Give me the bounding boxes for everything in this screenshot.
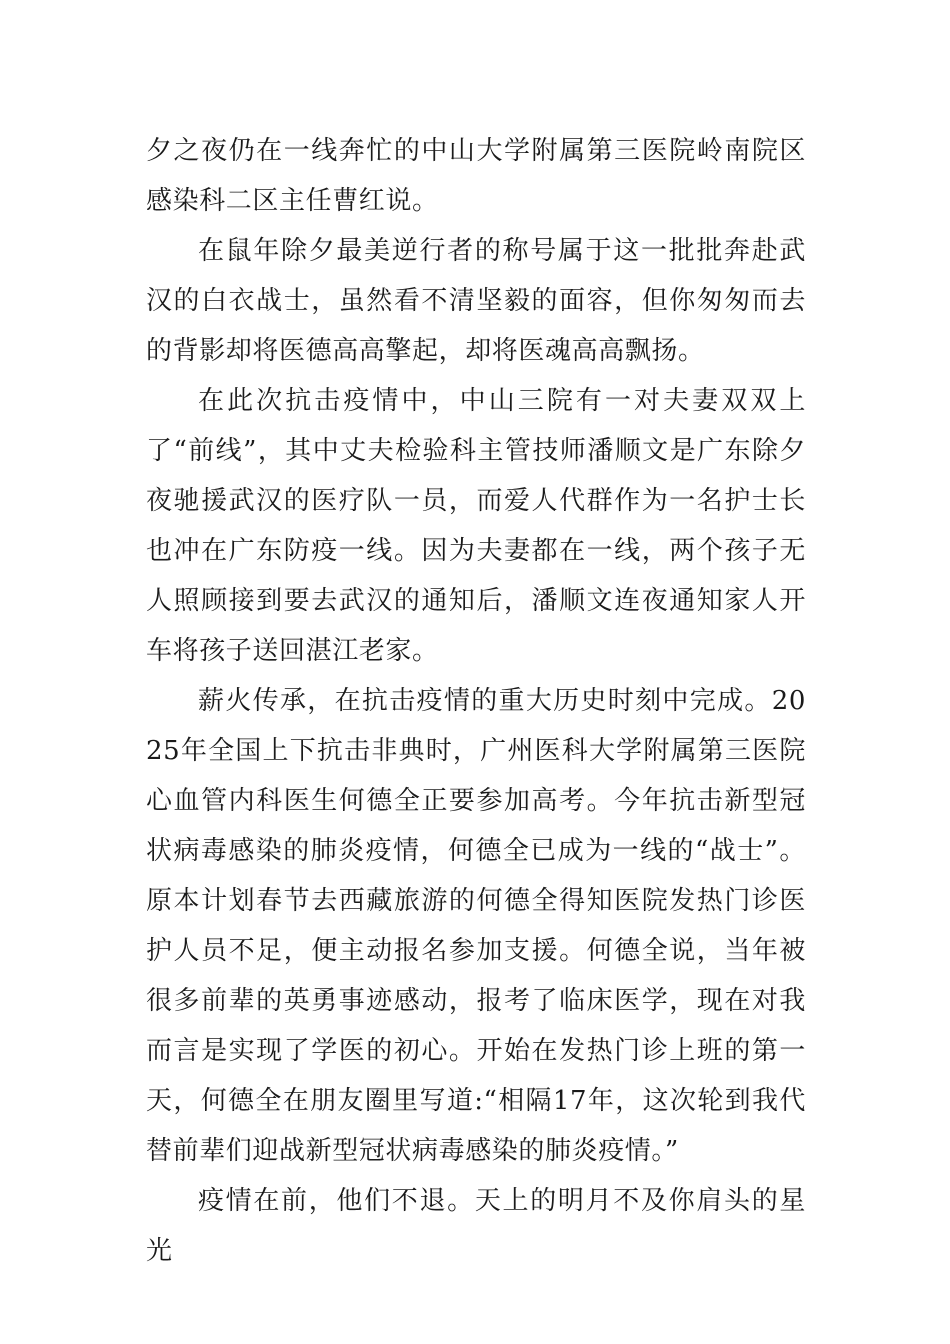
paragraph-5: 疫情在前，他们不退。天上的明月不及你肩头的星光	[146, 1186, 806, 1266]
paragraph-3: 在此次抗击疫情中，中山三院有一对夫妻双双上了“前线”，其中丈夫检验科主管技师潘顺文是广东除夕夜驰援武汉的医疗队一员，而爱人代群作为一名护士长也冲在广东防疫一线。因为夫妻都在一线，两个孩子无人照顾接到要去武汉的通知后，潘顺文连夜通知家人开车将孩子送回湛江老家。	[146, 386, 806, 666]
document-body	[146, 126, 806, 1276]
paragraph-1: 夕之夜仍在一线奔忙的中山大学附属第三医院岭南院区感染科二区主任曹红说。	[146, 136, 806, 216]
paragraph-2: 在鼠年除夕最美逆行者的称号属于这一批批奔赴武汉的白衣战士，虽然看不清坚毅的面容，但你匆匆而去的背影却将医德高高擎起，却将医魂高高飘扬。	[146, 236, 806, 366]
paragraph-4: 薪火传承，在抗击疫情的重大历史时刻中完成。2025年全国上下抗击非典时，广州医科大学附属第三医院心血管内科医生何德全正要参加高考。今年抗击新型冠状病毒感染的肺炎疫情，何德全已成为一线的“战士”。原本计划春节去西藏旅游的何德全得知医院发热门诊医护人员不足，便主动报名参加支援。何德全说，当年被很多前辈的英勇事迹感动，报考了临床医学，现在对我而言是实现了学医的初心。开始在发热门诊上班的第一天，何德全在朋友圈里写道:“相隔17年，这次轮到我代替前辈们迎战新型冠状病毒感染的肺炎疫情。”	[146, 686, 806, 1166]
